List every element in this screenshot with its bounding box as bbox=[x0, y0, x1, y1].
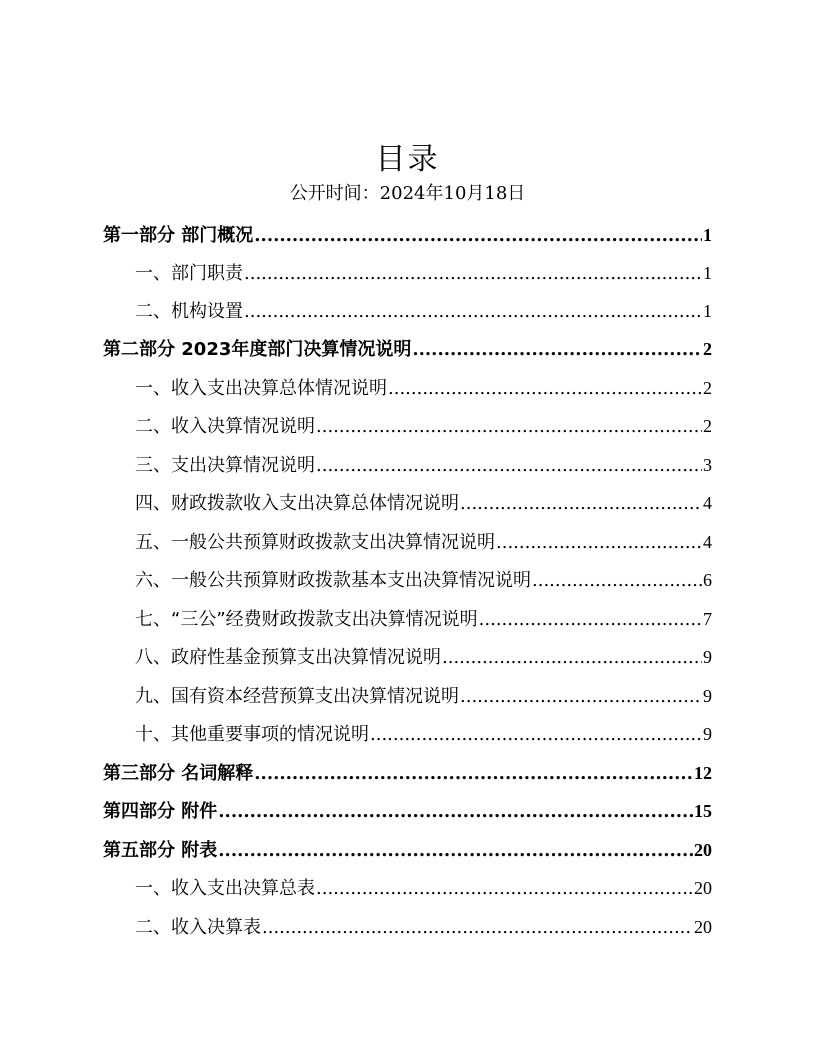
toc-entry-page: 9 bbox=[703, 724, 712, 744]
toc-leader-dots bbox=[244, 255, 702, 293]
toc-leader-dots bbox=[262, 909, 693, 947]
toc-leader-dots bbox=[370, 716, 702, 754]
toc-entry[interactable] bbox=[135, 369, 712, 407]
toc-leader-dots bbox=[460, 678, 702, 716]
toc-entry[interactable] bbox=[135, 254, 712, 292]
toc-entry-title: 二、收入决算情况说明 bbox=[135, 416, 315, 437]
toc-entry-page: 20 bbox=[694, 840, 712, 860]
toc-entry-title: 四、财政拨款收入支出决算总体情况说明 bbox=[135, 493, 459, 514]
toc-leader-dots bbox=[532, 562, 702, 600]
toc-leader-dots bbox=[316, 447, 702, 485]
toc-leader-dots bbox=[218, 793, 693, 831]
toc-leader-dots bbox=[442, 639, 702, 677]
toc-entry-title: 二、机构设置 bbox=[135, 301, 243, 322]
toc-entry-title: 一、收入支出决算总体情况说明 bbox=[135, 378, 387, 399]
toc-leader-dots bbox=[388, 370, 702, 408]
toc-leader-dots bbox=[254, 755, 693, 793]
toc-entry[interactable] bbox=[135, 561, 712, 599]
toc-entry-page: 9 bbox=[703, 647, 712, 667]
toc-entry[interactable] bbox=[135, 638, 712, 676]
toc-entry-title: 六、一般公共预算财政拨款基本支出决算情况说明 bbox=[135, 570, 531, 591]
toc-entry-page: 6 bbox=[703, 570, 712, 590]
toc-entry-page: 12 bbox=[694, 763, 712, 783]
toc-leader-dots bbox=[244, 293, 702, 331]
toc-entry-title: 二、收入决算表 bbox=[135, 917, 261, 938]
toc-entry-page: 7 bbox=[703, 609, 712, 629]
toc-entry[interactable] bbox=[135, 908, 712, 946]
toc-entry-page: 15 bbox=[694, 801, 712, 821]
toc-entry-title: 第二部分 2023年度部门决算情况说明 bbox=[103, 339, 412, 360]
toc-entry-title: 一、部门职责 bbox=[135, 263, 243, 284]
toc-leader-dots bbox=[496, 524, 702, 562]
toc-entry-page: 20 bbox=[694, 878, 712, 898]
toc-entry-title: 五、一般公共预算财政拨款支出决算情况说明 bbox=[135, 532, 495, 553]
toc-entry-page: 2 bbox=[703, 416, 712, 436]
toc-entry-page: 2 bbox=[703, 378, 712, 398]
toc-entry[interactable] bbox=[135, 484, 712, 522]
page-title: 目录 bbox=[375, 142, 440, 177]
toc-entry-title: 第四部分 附件 bbox=[103, 801, 218, 822]
toc-entry[interactable] bbox=[135, 869, 712, 907]
toc-leader-dots bbox=[316, 408, 702, 446]
toc-entry-title: 十、其他重要事项的情况说明 bbox=[135, 724, 369, 745]
toc-entry[interactable] bbox=[135, 677, 712, 715]
toc-entry-title: 七、“三公”经费财政拨款支出决算情况说明 bbox=[135, 609, 478, 630]
toc-leader-dots bbox=[479, 601, 702, 639]
toc-entry[interactable] bbox=[103, 792, 712, 830]
toc-leader-dots bbox=[218, 832, 693, 870]
toc-entry[interactable] bbox=[135, 600, 712, 638]
toc-entry[interactable] bbox=[103, 216, 712, 254]
toc-entry[interactable] bbox=[135, 523, 712, 561]
toc-entry-page: 4 bbox=[703, 532, 712, 552]
toc-entry-page: 2 bbox=[703, 339, 712, 359]
toc-entry-title: 第三部分 名词解释 bbox=[103, 763, 254, 784]
toc-entry-page: 1 bbox=[703, 225, 712, 245]
toc-entry[interactable] bbox=[103, 330, 712, 368]
toc-entry-page: 1 bbox=[703, 263, 712, 283]
toc-entry-page: 1 bbox=[703, 301, 712, 321]
toc-entry[interactable] bbox=[103, 754, 712, 792]
toc-entry-title: 第一部分 部门概况 bbox=[103, 225, 254, 246]
toc-entry-page: 20 bbox=[694, 917, 712, 937]
toc-entry[interactable] bbox=[135, 292, 712, 330]
toc-leader-dots bbox=[316, 870, 693, 908]
toc-entry-page: 3 bbox=[703, 455, 712, 475]
toc-leader-dots bbox=[460, 485, 702, 523]
toc-entry-title: 九、国有资本经营预算支出决算情况说明 bbox=[135, 686, 459, 707]
toc-entry-title: 一、收入支出决算总表 bbox=[135, 878, 315, 899]
toc-entry[interactable] bbox=[135, 446, 712, 484]
toc-entry-page: 9 bbox=[703, 686, 712, 706]
toc-entry[interactable] bbox=[103, 831, 712, 869]
toc-entry[interactable] bbox=[135, 407, 712, 445]
toc-entry-title: 八、政府性基金预算支出决算情况说明 bbox=[135, 647, 441, 668]
toc-leader-dots bbox=[254, 217, 702, 255]
toc-entry[interactable] bbox=[135, 715, 712, 753]
toc-entry-title: 第五部分 附表 bbox=[103, 840, 218, 861]
publish-date: 公开时间：2024年10月18日 bbox=[289, 183, 526, 204]
toc-entry-page: 4 bbox=[703, 493, 712, 513]
toc-entry-title: 三、支出决算情况说明 bbox=[135, 455, 315, 476]
toc-leader-dots bbox=[412, 331, 702, 369]
